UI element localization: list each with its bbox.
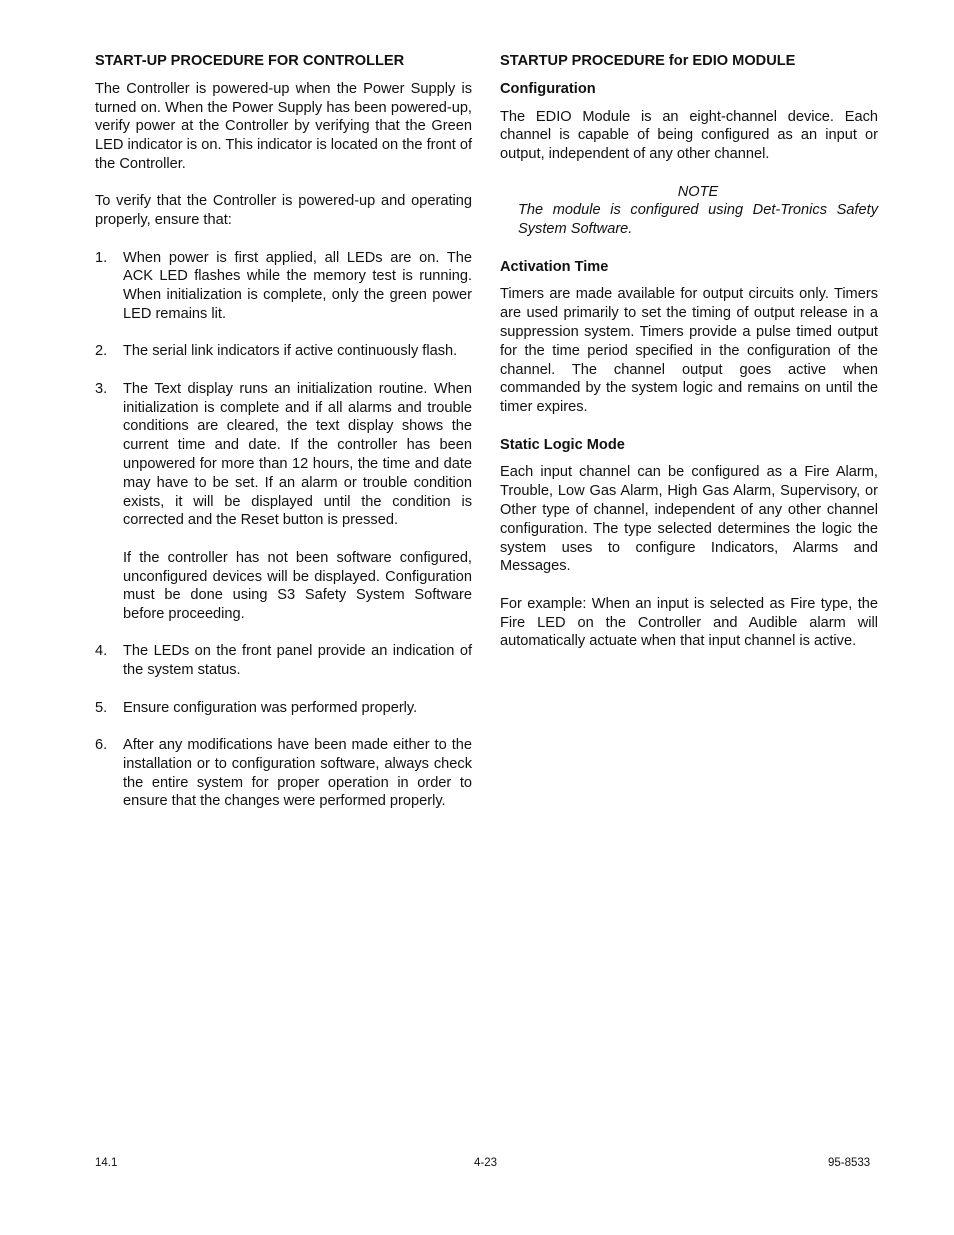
list-item-number: 1. <box>95 249 108 266</box>
list-item <box>95 342 472 361</box>
list-item-number: 3. <box>95 380 108 397</box>
footer-page-number: 4-23 <box>474 1157 498 1169</box>
list-item-number: 5. <box>95 699 108 716</box>
controller-intro-paragraph: The Controller is powered-up when the Power Supply is turned on. When the Power Supply has been powered-up, verify power at the Controller by verifying that the Green LED indicator is on. This indicator is located on the front of the Controller. <box>95 80 472 172</box>
static-logic-paragraph: Each input channel can be configured as a Fire Alarm, Trouble, Low Gas Alarm, High Gas Alarm, Supervisory, or Other type of channel, independent of any other channel configuration. The type selected determines the logic the system uses to configure Indicators, Alarms and Messages. <box>500 464 878 575</box>
right-column <box>500 52 878 670</box>
list-item-text: Ensure configuration was performed properly. <box>123 699 418 716</box>
startup-steps-list <box>95 249 472 812</box>
edio-startup-heading: STARTUP PROCEDURE for EDIO MODULE <box>500 53 796 69</box>
note-block <box>518 183 878 239</box>
list-item-text: The LEDs on the front panel provide an indication of the system status. <box>123 643 472 679</box>
configuration-paragraph: The EDIO Module is an eight-channel device. Each channel is capable of being configured as an input or output, independent of any other channel. <box>500 108 878 163</box>
activation-time-heading: Activation Time <box>500 258 609 275</box>
static-logic-example-paragraph: For example: When an input is selected as Fire type, the Fire LED on the Controller and Audible alarm will automatically actuate when that input channel is active. <box>500 595 878 650</box>
left-column <box>95 52 472 830</box>
list-item <box>95 380 472 624</box>
list-item-text: After any modifications have been made either to the installation or to configuration software, always check the entire system for proper operation in order to ensure that the changes were performed properly. <box>123 737 472 810</box>
controller-startup-heading: START-UP PROCEDURE FOR CONTROLLER <box>95 53 405 69</box>
activation-time-paragraph: Timers are made available for output circuits only. Timers are used primarily to set the timing of output release in a suppression system. Timers provide a pulse timed output for the time period specified in the configuration of the channel. The channel output goes active when commanded by the system logic and remains on until the timer expires. <box>500 286 878 416</box>
list-item-text: The serial link indicators if active continuously flash. <box>123 343 458 360</box>
footer-document-number: 95-8533 <box>828 1157 871 1169</box>
note-title: NOTE <box>677 183 719 200</box>
list-item <box>95 642 472 680</box>
static-logic-heading: Static Logic Mode <box>500 436 625 453</box>
note-text: The module is configured using Det-Tronics Safety System Software. <box>518 202 878 238</box>
configuration-heading: Configuration <box>500 80 596 97</box>
list-item-text: The Text display runs an initialization routine. When initialization is complete and if all alarms and trouble conditions are cleared, the text display shows the current time and date. If the controller has been unpowered for more than 12 hours, the time and date may have to be set. If an alarm or trouble condition exists, it will be displayed until the condition is corrected and the Reset button is pressed. <box>123 380 472 529</box>
footer-revision: 14.1 <box>95 1157 118 1169</box>
list-item <box>95 249 472 324</box>
list-item-subtext: If the controller has not been software configured, unconfigured devices will be displayed. Configuration must be done using S3 Safety System Software before proceeding. <box>123 549 472 623</box>
list-item-number: 4. <box>95 643 108 660</box>
controller-verify-paragraph: To verify that the Controller is powered-up and operating properly, ensure that: <box>95 193 472 229</box>
list-item-number: 2. <box>95 343 108 360</box>
list-item-number: 6. <box>95 737 108 754</box>
list-item <box>95 699 472 718</box>
list-item <box>95 736 472 811</box>
list-item-text: When power is first applied, all LEDs are on. The ACK LED flashes while the memory test is running. When initialization is complete, only the green power LED remains lit. <box>123 249 472 322</box>
